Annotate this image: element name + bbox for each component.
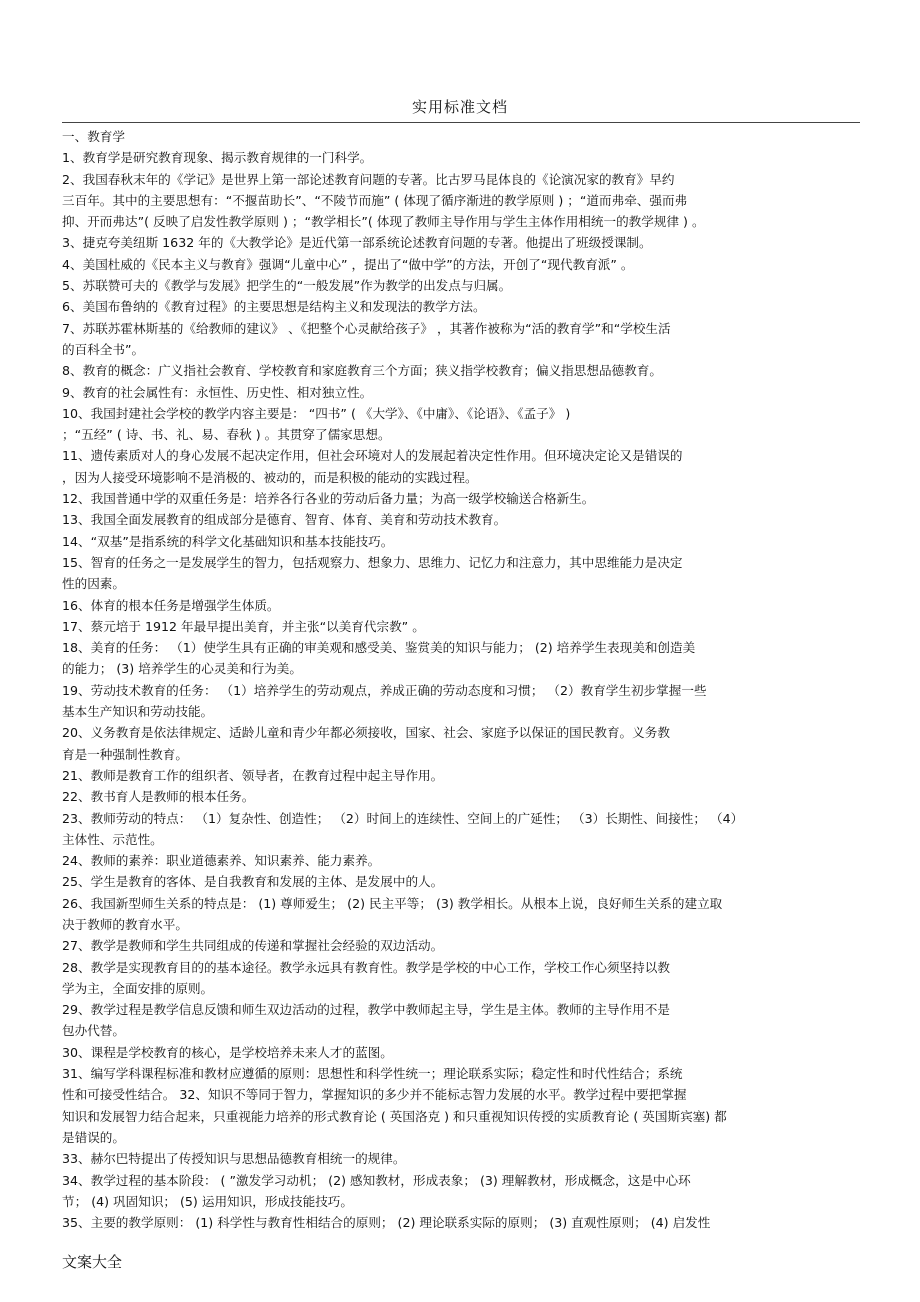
text-line: ；“五经” ( 诗、书、礼、易、春秋 ) 。其贯穿了儒家思想。 — [62, 427, 391, 443]
text-line: 9、教育的社会属性有：永恒性、历史性、相对独立性。 — [62, 384, 373, 400]
text-line: 13、我国全面发展教育的组成部分是德育、智育、体育、美育和劳动技术教育。 — [62, 512, 507, 528]
text-line: 知识和发展智力结合起来，只重视能力培养的形式教育论 ( 英国洛克 ) 和只重视知识传授的实质教育论 ( 英国斯宾塞) 都 — [62, 1108, 727, 1124]
text-line: 16、体育的根本任务是增强学生体质。 — [62, 597, 280, 613]
page-footer: 文案大全 — [62, 1253, 123, 1271]
text-line: 的百科全书”。 — [62, 341, 145, 357]
text-line: 17、蔡元培于 1912 年最早提出美育，并主张“以美育代宗教” 。 — [62, 618, 425, 634]
text-line: 35、主要的教学原则： (1) 科学性与教育性相结合的原则； (2) 理论联系实际的原则； (3) 直观性原则； (4) 启发性 — [62, 1215, 711, 1231]
text-line: 3、捷克夸美纽斯 1632 年的《大教学论》是近代第一部系统论述教育问题的专著。他提出了班级授课制。 — [62, 235, 652, 251]
text-line: 21、教师是教育工作的组织者、领导者，在教育过程中起主导作用。 — [62, 767, 444, 783]
text-line: 包办代替。 — [62, 1023, 125, 1039]
text-line: 12、我国普通中学的双重任务是：培养各行各业的劳动后备力量；为高一级学校输送合格新生。 — [62, 491, 595, 507]
text-line: 节； (4) 巩固知识； (5) 运用知识，形成技能技巧。 — [62, 1193, 353, 1209]
text-line: 27、教学是教师和学生共同组成的传递和掌握社会经验的双边活动。 — [62, 938, 444, 954]
header-divider — [62, 122, 860, 123]
text-line: 学为主，全面安排的原则。 — [62, 980, 214, 996]
text-line: 抑、开而弗达”( 反映了启发性教学原则 ) ；“教学相长”( 体现了教师主导作用与学生主体作用相统一的教学规律 ) 。 — [62, 214, 705, 230]
text-line: 22、教书育人是教师的根本任务。 — [62, 789, 255, 805]
text-line: 7、苏联苏霍林斯基的《给教师的建议》 、《把整个心灵献给孩子》 ，其著作被称为“活的教育学”和“学校生活 — [62, 320, 671, 336]
text-line: 19、劳动技术教育的任务： （1）培养学生的劳动观点，养成正确的劳动态度和习惯； （2）教育学生初步掌握一些 — [62, 682, 707, 698]
text-line: 14、“双基”是指系统的科学文化基础知识和基本技能技巧。 — [62, 533, 394, 549]
text-line: 10、我国封建社会学校的教学内容主要是： “四书” ( 《大学》、《中庸》、《论语》、《孟子》 ) — [62, 405, 571, 421]
text-line: ，因为人接受环境影响不是消极的、被动的，而是积极的能动的实践过程。 — [62, 469, 478, 485]
text-line: 主体性、示范性。 — [62, 831, 163, 847]
text-line: 11、遗传素质对人的身心发展不起决定作用，但社会环境对人的发展起着决定性作用。但环境决定论又是错误的 — [62, 448, 683, 464]
text-line: 30、课程是学校教育的核心，是学校培养未来人才的蓝图。 — [62, 1044, 393, 1060]
text-line: 6、美国布鲁纳的《教育过程》的主要思想是结构主义和发现法的教学方法。 — [62, 299, 486, 315]
text-line: 23、教师劳动的特点： （1）复杂性、创造性； （2）时间上的连续性、空间上的广延性； （3）长期性、间接性； （4） — [62, 810, 744, 826]
page-header-title: 实用标准文档 — [411, 98, 508, 116]
text-line: 1、教育学是研究教育现象、揭示教育规律的一门科学。 — [62, 150, 373, 166]
text-line: 28、教学是实现教育目的的基本途径。教学永远具有教育性。教学是学校的中心工作，学校工作心须坚持以教 — [62, 959, 670, 975]
text-line: 性和可接受性结合。 32、知识不等同于智力，掌握知识的多少并不能标志智力发展的水平。教学过程中要把掌握 — [62, 1087, 687, 1103]
text-line: 24、教师的素养：职业道德素养、知识素养、能力素养。 — [62, 853, 381, 869]
text-line: 基本生产知识和劳动技能。 — [62, 704, 214, 720]
text-line: 是错误的。 — [62, 1129, 125, 1145]
text-line: 18、美育的任务： （1）使学生具有正确的审美观和感受美、鉴赏美的知识与能力； (2) 培养学生表现美和创造美 — [62, 640, 696, 656]
text-line: 决于教师的教育水平。 — [62, 916, 188, 932]
text-line: 8、教育的概念：广义指社会教育、学校教育和家庭教育三个方面；狭义指学校教育；偏义指思想品德教育。 — [62, 363, 662, 379]
text-line: 34、教学过程的基本阶段： ( ”激发学习动机； (2) 感知教材，形成表象； (3) 理解教材，形成概念，这是中心环 — [62, 1172, 691, 1188]
text-line: 三百年。其中的主要思想有：“不揠苗助长”、“不陵节而施” ( 体现了循序渐进的教学原则 ) ；“道而弗牵、强而弗 — [62, 192, 688, 208]
text-line: 性的因素。 — [62, 576, 125, 592]
text-line: 29、教学过程是教学信息反馈和师生双边活动的过程，教学中教师起主导，学生是主体。教师的主导作用不是 — [62, 1002, 670, 1018]
document-body — [62, 126, 862, 1233]
text-line: 4、美国杜威的《民本主义与教育》强调“儿童中心” ，提出了“做中学”的方法，开创了“现代教育派” 。 — [62, 256, 634, 272]
text-line: 2、我国春秋末年的《学记》是世界上第一部论述教育问题的专著。比古罗马昆体良的《论演况家的教育》早约 — [62, 171, 675, 187]
text-line: 5、苏联赞可夫的《教学与发展》把学生的“一般发展”作为教学的出发点与归属。 — [62, 278, 512, 294]
text-line: 31、编写学科课程标准和教材应遵循的原则：思想性和科学性统一；理论联系实际；稳定性和时代性结合；系统 — [62, 1066, 683, 1082]
text-line: 15、智育的任务之一是发展学生的智力，包括观察力、想象力、思维力、记忆力和注意力，其中思维能力是决定 — [62, 554, 683, 570]
text-line: 的能力； (3) 培养学生的心灵美和行为美。 — [62, 661, 302, 677]
text-line: 育是一种强制性教育。 — [62, 746, 188, 762]
text-line: 33、赫尔巴特提出了传授知识与思想品德教育相统一的规律。 — [62, 1151, 406, 1167]
text-line: 20、义务教育是依法律规定、适龄儿童和青少年都必须接收，国家、社会、家庭予以保证的国民教育。义务教 — [62, 725, 670, 741]
text-line: 26、我国新型师生关系的特点是： (1) 尊师爱生； (2) 民主平等； (3) 教学相长。从根本上说，良好师生关系的建立取 — [62, 895, 723, 911]
text-line: 25、学生是教育的客体、是自我教育和发展的主体、是发展中的人。 — [62, 874, 444, 890]
text-line: 一、教育学 — [62, 129, 125, 144]
